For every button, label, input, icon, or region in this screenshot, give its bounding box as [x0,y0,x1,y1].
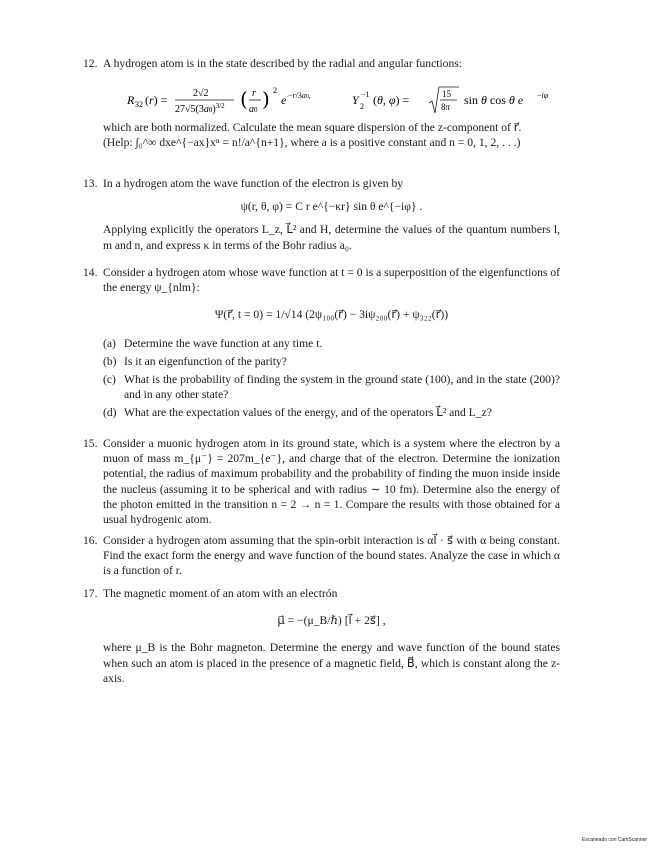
radial-angular-equation [107,84,557,118]
list-item [103,354,560,369]
svg-text:r: r [251,88,256,100]
problem-14 [83,265,560,421]
problem-15 [83,436,560,527]
problem-text: where μ_B is the Bohr magneton. Determine the energy and wave function of the bound states when such an atom is placed in the presence of a magnetic field, B⃗, which is constant along the z-axis. [103,641,560,685]
problem-intro: The magnetic moment of an atom with an electrón [103,587,338,600]
item-text: What is the probability of finding the system in the ground state (100), and in the state (200)? and in any other state? [124,373,560,402]
svg-text:2: 2 [359,102,364,112]
list-item [103,372,560,402]
problem-number: 14. [83,266,98,279]
svg-text:): ) [261,87,270,112]
list-item [103,336,560,351]
item-label: (d) [103,406,117,420]
problem-text: Consider a muonic hydrogen atom in its ground state, which is a system where the electron by a muon of mass m_{μ⁻} = 207m_{e⁻}, and charge that of the electron. Determine the ionization potential, the radius of maximum probability and the probability of finding the muon inside inside the nucleus (assuming it to be spherical and with radius ∼ 10 fm). Determine also the energy of the photon emitted in the transition n = 2 → n = 1. Compare the results with those obtained for a usual hydrogenic atom. [103,437,560,527]
problem-number: 16. [83,534,98,547]
svg-text:8π: 8π [440,102,450,113]
svg-text:(r) =: (r) = [144,93,167,108]
problem-help: (Help: ∫₀^∞ dxe^{−ax}xⁿ = n!/a^{n+1}, where a is a positive constant and n = 0, 1, 2, . . .) [103,136,521,150]
item-text: Is it an eigenfunction of the parity? [124,354,287,368]
problem-intro: In a hydrogen atom the wave function of the electron is given by [103,177,404,190]
svg-text:2√2: 2√2 [192,88,208,100]
problem-13 [83,176,560,253]
problem-number: 13. [83,177,98,190]
item-label: (b) [103,354,117,368]
svg-text:sin θ cos θ e: sin θ cos θ e [463,93,523,108]
svg-text:32: 32 [134,100,143,110]
list-item [103,405,560,420]
problem-number: 15. [83,437,98,450]
svg-text:2: 2 [272,86,277,96]
problem-text: Applying explicitly the operators L_z, L⃗² and H, determine the values of the quantum numbers l, m and n, and express κ in terms of the Bohr radius a₀. [103,223,560,252]
item-text: Determine the wave function at any time t. [124,336,323,350]
svg-text:−1: −1 [360,90,370,100]
svg-text:15: 15 [441,89,451,100]
svg-text:27√5(3a0)3/2: $27√5(3a0)^{3/2}$ [174,102,225,116]
svg-text:(θ, φ) =: (θ, φ) = [372,93,409,108]
problem-text: which are both normalized. Calculate the mean square dispersion of the z-component of r⃗. [103,121,522,135]
equation: ψ(r, θ, φ) = C r e^{−κr} sin θ e^{−iφ} . [240,200,423,214]
svg-text:(: ( [239,87,248,112]
svg-text:−r/3a0,: −r/3a0, [287,91,311,101]
problem-number: 17. [83,587,98,600]
problem-intro: Consider a hydrogen atom whose wave function at t = 0 is a superposition of the eigenfunctions of the energy ψ_{nlm}: [103,266,560,295]
problem-12 [83,56,560,151]
item-label: (a) [103,336,116,350]
item-label: (c) [103,373,116,387]
equation [103,84,560,114]
problem-intro: A hydrogen atom is in the state described by the radial and angular functions: [103,57,462,70]
svg-text:−iφ: −iφ [536,91,548,101]
svg-text:R: R [126,93,134,108]
problem-number: 12. [83,57,98,70]
svg-text:a0: a0 [248,104,257,116]
equation: μ⃗ = −(μ_B/ℏ) [l⃗ + 2s⃗] , [277,614,386,628]
problem-16 [83,533,560,579]
problem-17 [83,586,560,686]
item-text: What are the expectation values of the energy, and of the operators L⃗² and L_z? [124,406,492,420]
svg-text:e: e [280,93,286,108]
equation: Ψ(r⃗, t = 0) = 1/√14 (2ψ₁₀₀(r⃗) − 3iψ₂₀₀(r⃗) + ψ₃₂₂(r⃗)) [214,308,449,322]
problem-text: Consider a hydrogen atom assuming that the spin-orbit interaction is αl⃗ · s⃗ with α being constant. Find the exact form the energy and wave function of the bound states. Analyze the case in which α is a function of r. [103,534,560,578]
svg-text:Y: Y [351,93,359,108]
scanner-watermark: Escaneado con CamScanner [582,837,648,843]
